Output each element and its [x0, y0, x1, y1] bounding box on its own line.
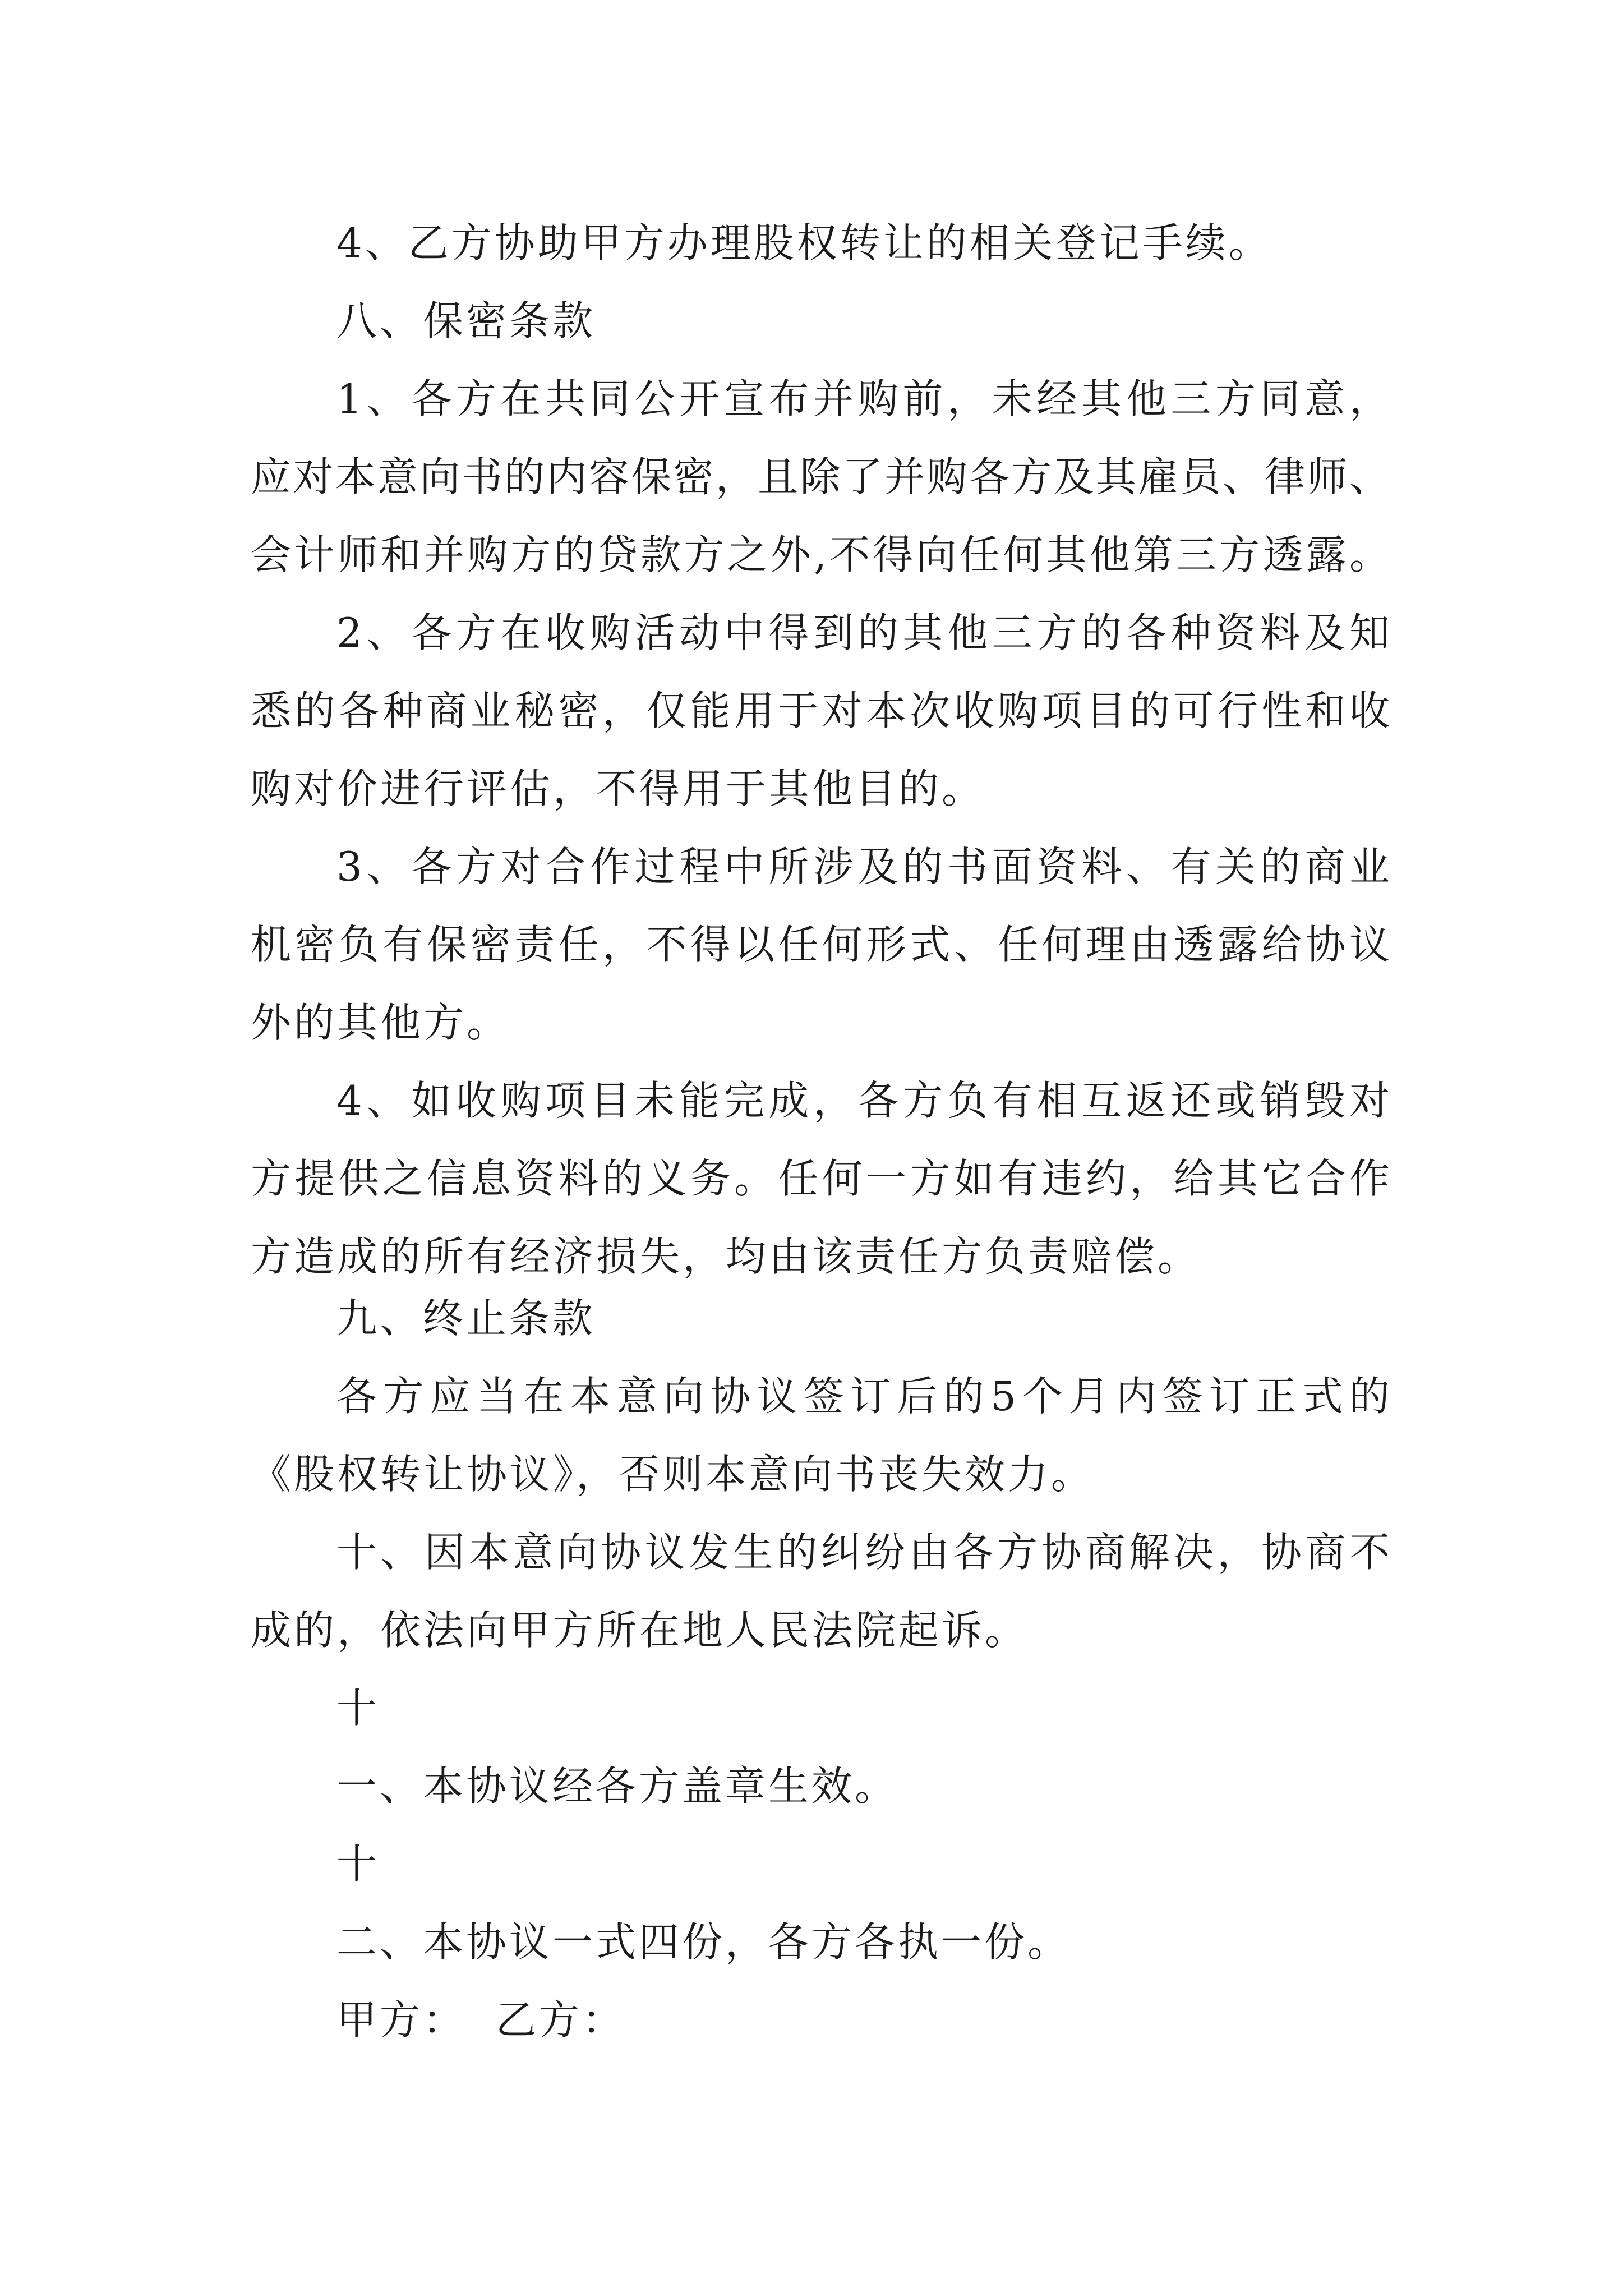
- paragraph: [251, 1358, 1390, 1513]
- section-heading-text: 九、终止条款: [336, 1295, 596, 1342]
- paragraph: [251, 828, 1390, 1062]
- text-line: 一、本协议经各方盖章生效。: [336, 1763, 898, 1810]
- text-line: 购对价进行评估，不得用于其他目的。: [251, 765, 985, 812]
- signature-block: [251, 1981, 1390, 2059]
- text-line: 4、如收购项目未能完成，各方负有相互返还或销毁对: [336, 1077, 1390, 1124]
- text-line: 方提供之信息资料的义务。任何一方如有违约，给其它合作: [251, 1155, 1390, 1202]
- text-line: 3、各方对合作过程中所涉及的书面资料、有关的商业: [336, 843, 1390, 890]
- text-line: 外的其他方。: [251, 999, 510, 1046]
- text-line: 各方应当在本意向协议签订后的5个月内签订正式的: [336, 1373, 1390, 1420]
- paragraph: [251, 1903, 1390, 1981]
- text-line: 悉的各种商业秘密，仅能用于对本次收购项目的可行性和收: [251, 687, 1390, 734]
- text-line: 会计师和并购方的贷款方之外,不得向任何其他第三方透露。: [251, 531, 1390, 578]
- paragraph: [251, 204, 1390, 282]
- paragraph: [251, 594, 1390, 828]
- text-line: 2、各方在收购活动中得到的其他三方的各种资料及知: [336, 609, 1390, 656]
- text-line: 4、乙方协助甲方办理股权转让的相关登记手续。: [336, 219, 1272, 266]
- document-body: [251, 204, 1390, 2059]
- paragraph: [251, 360, 1390, 594]
- section-heading: [251, 282, 1390, 360]
- paragraph: [251, 1669, 1390, 1747]
- paragraph: [251, 1062, 1390, 1296]
- paragraph: [251, 1825, 1390, 1903]
- text-line: 应对本意向书的内容保密，且除了并购各方及其雇员、律师、: [251, 453, 1390, 500]
- section-heading-text: 八、保密条款: [336, 297, 596, 344]
- paragraph: [251, 1513, 1390, 1669]
- text-line: 十: [336, 1685, 380, 1732]
- paragraph: [251, 1747, 1390, 1825]
- text-line: 十、因本意向协议发生的纠纷由各方协商解决，协商不: [336, 1529, 1390, 1576]
- text-line: 《股权转让协议》，否则本意向书丧失效力。: [251, 1451, 1095, 1498]
- text-line: 方造成的所有经济损失，均由该责任方负责赔偿。: [251, 1233, 1201, 1280]
- party-b-label: 乙方：: [496, 1996, 626, 2044]
- text-line: 十: [336, 1841, 380, 1888]
- text-line: 机密负有保密责任，不得以任何形式、任何理由透露给协议: [251, 921, 1390, 968]
- text-line: 1、各方在共同公开宣布并购前，未经其他三方同意，: [336, 375, 1390, 422]
- text-line: 成的，依法向甲方所在地人民法院起诉。: [251, 1607, 1029, 1654]
- text-line: 二、本协议一式四份，各方各执一份。: [336, 1918, 1071, 1966]
- party-a-label: 甲方：: [336, 1996, 467, 2044]
